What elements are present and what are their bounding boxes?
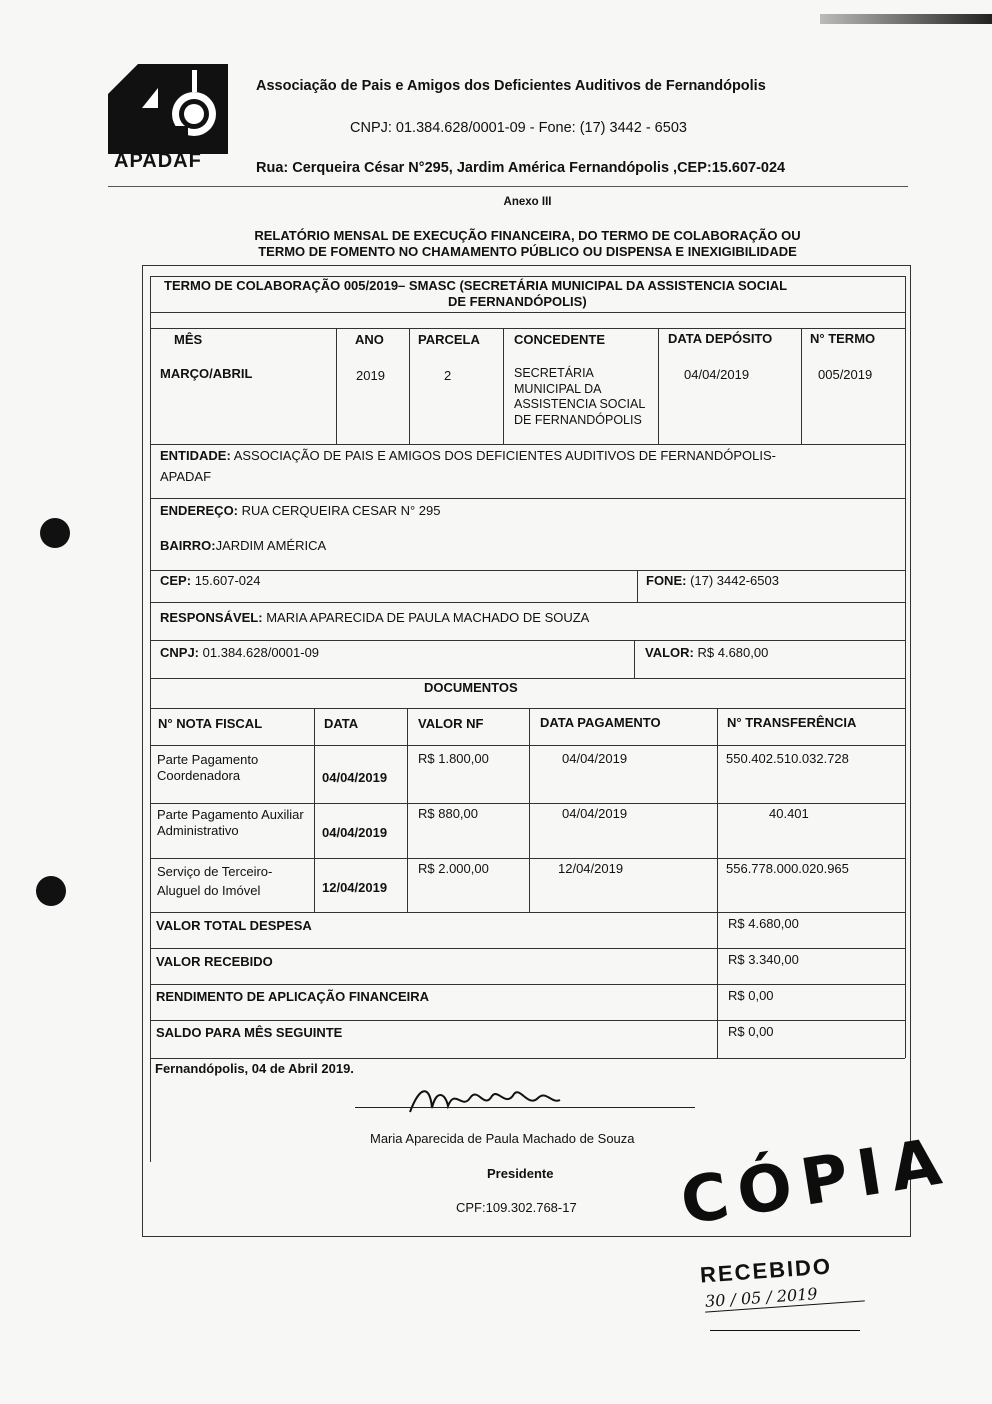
- punch-hole: [36, 876, 66, 906]
- divider: [150, 640, 905, 641]
- doc-row-transferencia: 556.778.000.020.965: [726, 861, 849, 876]
- entidade-value: ASSOCIAÇÃO DE PAIS E AMIGOS DOS DEFICIENTES AUDITIVOS DE FERNANDÓPOLIS-: [233, 448, 776, 463]
- doc-header-pagamento: DATA PAGAMENTO: [540, 715, 661, 730]
- valor-field: [645, 645, 768, 660]
- doc-row-nota: Serviço de Terceiro- Aluguel do Imóvel: [157, 864, 273, 898]
- divider: [150, 602, 905, 603]
- valor-value: R$ 4.680,00: [697, 645, 769, 660]
- recebido-stamp: RECEBIDO: [699, 1253, 833, 1288]
- term-box-left: [150, 276, 151, 444]
- bairro-value: JARDIM AMÉRICA: [215, 538, 327, 553]
- col-divider: [634, 640, 635, 678]
- recebido-date: 30 / 05 / 2019: [704, 1284, 819, 1311]
- col-divider: [407, 708, 408, 912]
- ano-label: ANO: [355, 332, 384, 347]
- concedente-value: SECRETÁRIA MUNICIPAL DA ASSISTENCIA SOCIAL DE FERNANDÓPOLIS: [514, 366, 645, 427]
- cnpj-value: 01.384.628/0001-09: [202, 645, 320, 660]
- doc-row-pagamento: 12/04/2019: [558, 861, 624, 876]
- termo-value: 005/2019: [818, 367, 873, 382]
- divider: [150, 1020, 905, 1021]
- doc-row-valor: R$ 880,00: [418, 806, 478, 821]
- rendimento-value: R$ 0,00: [728, 988, 774, 1003]
- data-deposito-value: 04/04/2019: [684, 367, 750, 382]
- doc-row-valor: R$ 1.800,00: [418, 751, 489, 766]
- cep-field: [160, 573, 260, 588]
- doc-header-valor: VALOR NF: [418, 716, 484, 731]
- divider: [150, 444, 905, 445]
- mes-label: MÊS: [174, 332, 203, 347]
- data-deposito-label: DATA DEPÓSITO: [668, 331, 773, 346]
- doc-row-valor: R$ 2.000,00: [418, 861, 489, 876]
- annex-label: Anexo III: [503, 196, 552, 208]
- fone-value: (17) 3442-6503: [690, 573, 779, 588]
- col-divider: [658, 328, 659, 444]
- doc-row-nota: Parte Pagamento Coordenadora: [157, 752, 259, 783]
- doc-row-nota: Parte Pagamento Auxiliar Administrativo: [157, 807, 304, 838]
- signature-line: [355, 1107, 695, 1108]
- concedente-label: CONCEDENTE: [514, 332, 606, 347]
- endereco-label: ENDEREÇO:: [160, 503, 239, 518]
- mes-value: MARÇO/ABRIL: [160, 366, 253, 381]
- report-title-line2: TERMO DE FOMENTO NO CHAMAMENTO PÚBLICO OU DISPENSA E INEXIGIBILIDADE: [258, 244, 797, 259]
- term-title-line2: DE FERNANDÓPOLIS): [448, 294, 587, 309]
- termo-label: N° TERMO: [810, 331, 876, 346]
- responsavel-label: RESPONSÁVEL:: [160, 610, 263, 625]
- fone-field: [646, 573, 779, 588]
- divider: [150, 328, 905, 329]
- col-divider: [717, 708, 718, 1058]
- punch-hole: [40, 518, 70, 548]
- divider: [150, 312, 905, 313]
- divider: [150, 570, 905, 571]
- col-divider: [801, 328, 802, 444]
- endereco-value: RUA CERQUEIRA CESAR N° 295: [241, 503, 441, 518]
- doc-row-data: 12/04/2019: [322, 880, 388, 895]
- doc-row-data: 04/04/2019: [322, 770, 388, 785]
- signer-cpf: CPF:109.302.768-17: [456, 1200, 577, 1215]
- org-cnpj-phone: CNPJ: 01.384.628/0001-09 - Fone: (17) 3442 - 6503: [350, 120, 687, 136]
- col-divider: [409, 328, 410, 444]
- divider: [150, 678, 905, 679]
- col-divider: [314, 708, 315, 912]
- saldo-value: R$ 0,00: [728, 1024, 774, 1039]
- responsavel-field: [160, 610, 589, 625]
- entidade-label: ENTIDADE:: [160, 448, 231, 463]
- doc-row-transferencia: 40.401: [769, 806, 809, 821]
- org-name: Associação de Pais e Amigos dos Deficientes Auditivos de Fernandópolis: [256, 78, 766, 94]
- cep-value: 15.607-024: [194, 573, 261, 588]
- cnpj-field: [160, 645, 319, 660]
- scan-edge: [820, 14, 992, 24]
- doc-row-transferencia: 550.402.510.032.728: [726, 751, 849, 766]
- endereco-field: [160, 503, 440, 518]
- divider: [150, 803, 905, 804]
- cep-label: CEP:: [160, 573, 192, 588]
- cnpj-label: CNPJ:: [160, 645, 200, 660]
- total-despesa-value: R$ 4.680,00: [728, 916, 799, 931]
- org-address: Rua: Cerqueira César N°295, Jardim América Fernandópolis ,CEP:15.607-024: [256, 160, 786, 176]
- term-box-right: [905, 276, 906, 444]
- parcela-label: PARCELA: [418, 332, 480, 347]
- place-date: Fernandópolis, 04 de Abril 2019.: [155, 1061, 354, 1076]
- signer-role: Presidente: [487, 1166, 554, 1181]
- col-divider: [336, 328, 337, 444]
- col-divider: [529, 708, 530, 912]
- apadaf-logo: [108, 64, 228, 154]
- divider: [150, 858, 905, 859]
- term-title-line1: TERMO DE COLABORAÇÃO 005/2019– SMASC (SECRETÁRIA MUNICIPAL DA ASSISTENCIA SOCIAL: [164, 278, 788, 293]
- header-divider: [108, 186, 908, 187]
- col-divider: [503, 328, 504, 444]
- entidade-field: [160, 448, 776, 463]
- bairro-label: BAIRRO:: [160, 538, 216, 553]
- col-divider: [637, 570, 638, 602]
- term-box-top: [150, 276, 905, 277]
- ano-value: 2019: [356, 368, 385, 383]
- divider: [150, 745, 905, 746]
- total-despesa-label: VALOR TOTAL DESPESA: [156, 918, 312, 933]
- doc-header-nota: N° NOTA FISCAL: [158, 716, 263, 731]
- report-title-line1: RELATÓRIO MENSAL DE EXECUÇÃO FINANCEIRA, DO TERMO DE COLABORAÇÃO OU: [254, 228, 801, 243]
- signature: [400, 1080, 570, 1120]
- logo-text: APADAF: [114, 150, 202, 172]
- documentos-title: DOCUMENTOS: [424, 680, 518, 695]
- valor-recebido-label: VALOR RECEBIDO: [156, 954, 273, 969]
- fone-label: FONE:: [646, 573, 687, 588]
- copia-stamp: CÓPIA: [675, 1124, 956, 1240]
- doc-row-pagamento: 04/04/2019: [562, 751, 628, 766]
- divider: [150, 912, 905, 913]
- parcela-value: 2: [444, 368, 452, 383]
- bairro-field: [160, 538, 326, 553]
- valor-recebido-value: R$ 3.340,00: [728, 952, 799, 967]
- rendimento-label: RENDIMENTO DE APLICAÇÃO FINANCEIRA: [156, 989, 430, 1004]
- saldo-label: SALDO PARA MÊS SEGUINTE: [156, 1025, 343, 1040]
- signer-name: Maria Aparecida de Paula Machado de Souza: [370, 1131, 635, 1146]
- divider: [150, 498, 905, 499]
- doc-row-data: 04/04/2019: [322, 825, 388, 840]
- right-rule: [905, 444, 906, 1058]
- valor-label: VALOR:: [645, 645, 694, 660]
- doc-row-pagamento: 04/04/2019: [562, 806, 628, 821]
- entidade-value-cont: APADAF: [160, 469, 212, 484]
- divider: [150, 708, 905, 709]
- recebido-line: [710, 1330, 860, 1331]
- divider: [150, 1058, 905, 1059]
- responsavel-value: MARIA APARECIDA DE PAULA MACHADO DE SOUZA: [266, 610, 590, 625]
- divider: [150, 984, 905, 985]
- divider: [150, 948, 905, 949]
- doc-header-transferencia: N° TRANSFERÊNCIA: [727, 715, 857, 730]
- doc-header-data: DATA: [324, 716, 359, 731]
